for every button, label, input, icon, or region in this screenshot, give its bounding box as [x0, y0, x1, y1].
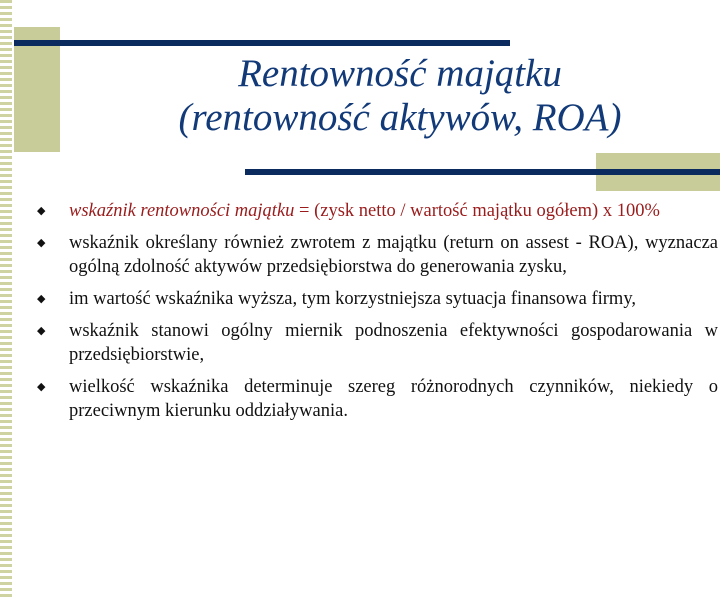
- decorative-line-bottom: [245, 169, 720, 175]
- bullet-item: [37, 287, 718, 311]
- bullet-text: wskaźnik stanowi ogólny miernik podnoszenia efektywności gospodarowania w przedsiębiorstwie,: [69, 321, 718, 365]
- diamond-bullet-icon: ◆: [37, 205, 46, 217]
- bullet-text: wskaźnik określany również zwrotem z majątku (return on assest - ROA), wyznacza ogólną zdolność aktywów przedsiębiorstwa do generowania zysku,: [69, 233, 718, 277]
- left-striped-border: [0, 0, 12, 600]
- diamond-bullet-icon: ◆: [37, 237, 46, 249]
- formula-expression: = (zysk netto / wartość majątku ogółem) x 100%: [294, 201, 660, 221]
- slide-title-line-2: (rentowność aktywów, ROA): [178, 96, 622, 139]
- diamond-bullet-icon: ◆: [37, 325, 46, 337]
- bullet-list: [37, 199, 718, 431]
- bullet-item-formula: [37, 199, 718, 223]
- bullet-text: wielkość wskaźnika determinuje szereg różnorodnych czynników, niekiedy o przeciwnym kierunku oddziaływania.: [69, 377, 718, 421]
- bullet-text: im wartość wskaźnika wyższa, tym korzystniejsza sytuacja finansowa firmy,: [69, 289, 636, 309]
- slide-title-line-1: Rentowność majątku: [238, 52, 562, 95]
- slide-title: [80, 52, 720, 140]
- formula-term: wskaźnik rentowności majątku: [69, 201, 295, 221]
- bullet-item: [37, 319, 718, 367]
- bullet-item: [37, 231, 718, 279]
- diamond-bullet-icon: ◆: [37, 381, 46, 393]
- diamond-bullet-icon: ◆: [37, 293, 46, 305]
- decorative-line-top: [14, 40, 510, 46]
- bullet-item: [37, 375, 718, 423]
